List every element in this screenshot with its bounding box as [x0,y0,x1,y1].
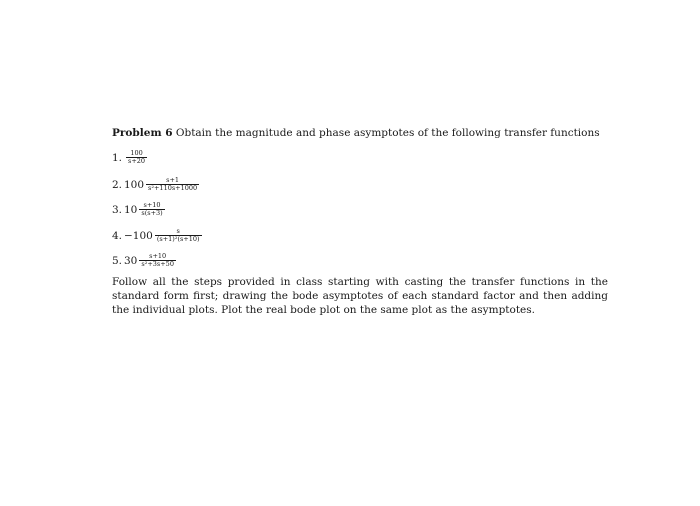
item-coefficient: 10 [124,203,138,216]
fraction-numerator: s+10 [139,202,164,210]
item-number: 1. [112,151,123,164]
fraction-numerator: 100 [126,150,147,158]
fraction-numerator: s [155,228,202,236]
item-number: 5. [112,254,123,267]
fraction [140,202,163,217]
fraction [140,253,175,268]
problem-statement: Obtain the magnitude and phase asymptotes of the following transfer functions [175,127,600,139]
fraction-denominator: s(s+3) [141,209,163,217]
item-coefficient: 30 [124,254,138,267]
fraction [127,150,146,165]
fraction [156,228,201,243]
problem-label: Problem 6 [112,127,173,139]
fraction-denominator: (s+1)²(s+10) [156,235,200,243]
item-number: 2. [112,178,123,191]
item-coefficient: −100 [124,229,153,242]
fraction-denominator: s²+110s+1000 [148,184,198,192]
instructions-paragraph: Follow all the steps provided in class starting with casting the transfer functions in the standard form first; drawing the bode asymptotes of each standard factor and then adding the individual plots. Plot the real bode plot on the same plot as the asymptotes. [112,276,608,316]
transfer-function-1 [112,150,146,165]
fraction-numerator: s+10 [139,253,176,261]
transfer-function-2 [112,177,198,192]
item-coefficient: 100 [124,178,145,191]
transfer-function-5 [112,253,175,268]
transfer-function-4 [112,228,201,243]
item-number: 4. [112,229,123,242]
fraction [147,177,198,192]
fraction-denominator: s²+3s+50 [141,260,174,268]
item-number: 3. [112,203,123,216]
fraction-denominator: s+20 [128,157,146,165]
transfer-function-3 [112,202,164,217]
problem-heading [112,126,612,140]
fraction-numerator: s+1 [146,177,199,185]
